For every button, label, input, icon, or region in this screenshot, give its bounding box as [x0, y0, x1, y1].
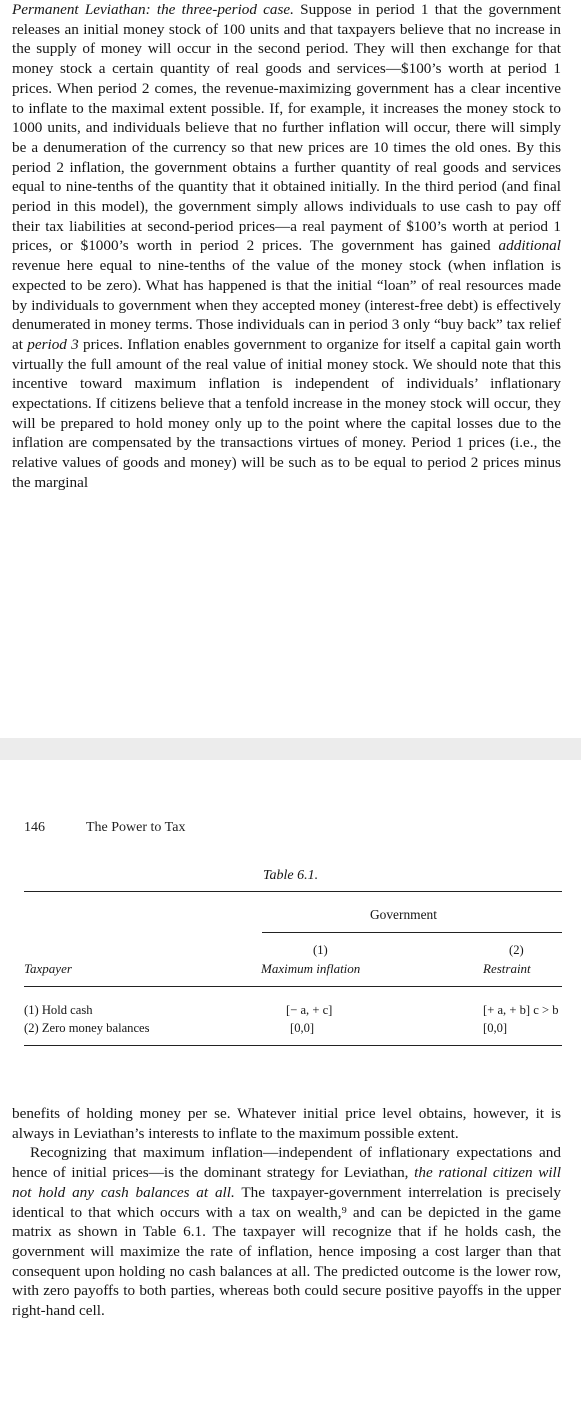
page-separator	[0, 738, 581, 760]
paragraph-text: Recognizing that maximum inflation—independent of inflationary expectations and hence of initial prices—is the dominant strategy for Leviathan,	[12, 1144, 561, 1182]
taxpayer-label: Taxpayer	[24, 961, 72, 976]
table-bottom-rule	[24, 1045, 562, 1046]
top-page-paragraph	[12, 0, 561, 493]
table-row-1-label: (1) Hold cash	[24, 1003, 93, 1017]
table-row-1-cell-2: [+ a, + b] c > b	[483, 1003, 559, 1017]
paragraph-1: benefits of holding money per se. Whatever initial price level obtains, however, it is always in Leviathan’s interests to inflate to the maximum possible extent.	[12, 1105, 561, 1142]
table-row-1-cell-1: [− a, + c]	[286, 1003, 333, 1017]
table-row-2-cell-1: [0,0]	[290, 1021, 315, 1035]
paragraph-text: The taxpayer-government interrelation is precisely identical to that which occurs with a tax on wealth,⁹ and can be depicted in the game matrix as shown in Table 6.1. The taxpayer will recognize that if he holds cash, the government will maximize the rate of inflation, hence imposing a cost larger than that consequent upon holding no cash balances at all. The predicted outcome is the lower row, with zero payoffs to both parties, whereas both could secure positive payoffs in the upper right-hand cell.	[12, 1183, 561, 1320]
running-head	[24, 820, 185, 836]
column-1-number: (1)	[313, 943, 328, 957]
paragraph-text: prices. Inflation enables government to organize for itself a capital gain worth virtually the full amount of the real value of initial money stock. We should note that this incentive toward maximum inflation is independent of individuals’ inflationary expectations. If citizens believe that a tenfold increase in the money stock will occur, they will be prepared to hold money only up to the point where the capital losses due to the inflation are compensated by the transactions virtues of money. Period 1 prices (i.e., the relative values of goods and money) will be such as to be equal to period 2 prices minus the marginal	[12, 335, 562, 491]
emphasis-rational-citizen: the rational citizen will not hold any cash balances at all.	[12, 1164, 561, 1201]
section-heading-italic: Permanent Leviathan: the three-period case.	[12, 1, 294, 18]
paragraph-text: Suppose in period 1 that the government releases an initial money stock of 100 units and that taxpayers believe that no increase in the supply of money will occur in the second period. They will then exchange for that money stock a certain quantity of real goods and services—$100’s worth at period 1 prices. When period 2 comes, the revenue-maximizing government has a clear incentive to inflate to the maximal extent possible. If, for example, it increases the money stock to 1000 units, and individuals believe that no further inflation will occur, there will simply be a denumeration of the currency so that new prices are 10 times the old ones. By this period 2 inflation, the government obtains a further quantity of real goods and services equal to nine-tenths of the quantity that it obtained initially. In the third period (and final period in this model), the government simply allows individuals to use cash to pay off their tax liabilities at second-period prices—a real payment of $100’s worth at period 1 prices, or $1000’s worth in period 2 prices. The government has gained	[12, 1, 561, 255]
page-number: 146	[24, 820, 45, 835]
government-header: Government	[370, 907, 437, 922]
table-header-rule	[24, 986, 562, 987]
emphasis-additional: additional	[498, 237, 561, 255]
paragraph-2	[12, 1143, 561, 1320]
table-caption: Table 6.1.	[263, 868, 319, 883]
emphasis-period-3: period 3	[27, 335, 79, 353]
paragraph-text: revenue here equal to nine-tenths of the value of the money stock (when inflation is expected to be zero). What has happened is that the initial “loan” of real resources made by individuals to government when they accepted money (interest-free debt) is effectively denumerated in money terms. Those individuals can in period 3 only “buy back” tax relief at	[12, 257, 561, 353]
table-top-rule	[24, 891, 562, 892]
government-rule	[262, 932, 562, 933]
column-2-label: Restraint	[483, 961, 531, 976]
table-row-2-label: (2) Zero money balances	[24, 1021, 150, 1035]
table-row-2-cell-2: [0,0]	[483, 1021, 508, 1035]
bottom-page-text	[12, 1104, 561, 1321]
book-title: The Power to Tax	[86, 820, 186, 835]
column-1-label: Maximum inflation	[261, 961, 361, 976]
column-2-number: (2)	[509, 943, 524, 957]
